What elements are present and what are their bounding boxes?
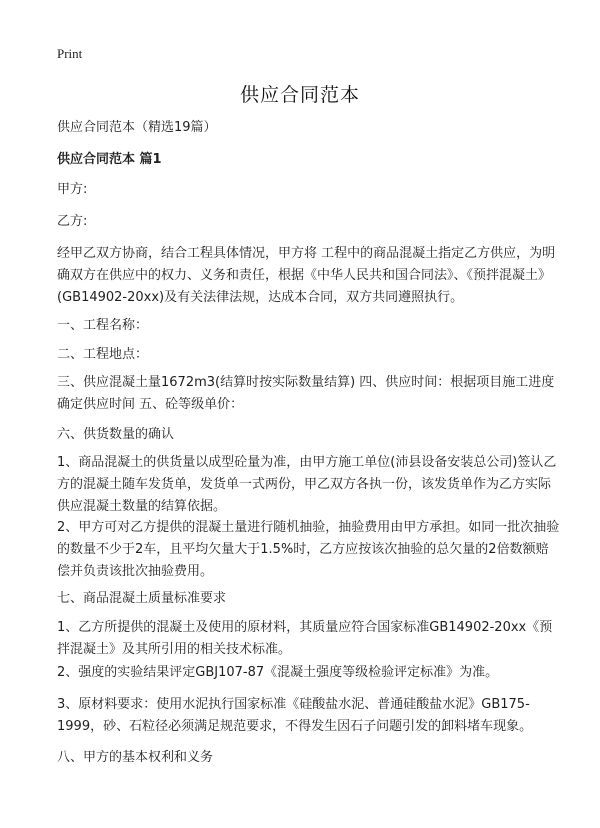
clause-8-heading: 八、甲方的基本权利和义务 [57,750,214,765]
document-title: 供应合同范本 [239,84,360,106]
clause-7-2: 2、强度的实验结果评定GBJ107-87《混凝土强度等级检验评定标准》为准。 [57,665,499,680]
party-b-label: 乙方: [57,214,88,229]
clause-6-2: 2、甲方可对乙方提供的混凝土量进行随机抽验，抽验费用由甲方承担。如同一批次抽验的数量不少于2车，且平均欠量大于1.5%时，乙方应按该次抽验的总欠量的2倍数额赔偿并负责该批次抽验费用。 [57,520,560,579]
clause-7-3: 3、原材料要求：使用水泥执行国家标准《硅酸盐水泥、普通硅酸盐水泥》GB175-1999，砂、石粒径必须满足规范要求，不得发生因石子问题引发的卸料堵车现象。 [57,697,533,734]
clause-1: 一、工程名称： [57,318,149,333]
print-link[interactable]: Print [57,46,83,61]
clause-2: 二、工程地点： [57,347,149,362]
clause-6-1: 1、商品混凝土的供货量以成型砼量为准，由甲方施工单位(沛县设备安装总公司)签认乙方的混凝土随车发货单，发货单一式两份，甲乙双方各执一份，该发货单作为乙方实际供应混凝土数量的结算依据。 [57,455,557,514]
intro-paragraph: 经甲乙双方协商，结合工程具体情况，甲方将 工程中的商品混凝土指定乙方供应，为明确双方在供应中的权力、义务和责任，根据《中华人民共和国合同法》、《预拌混凝土》(GB14902-20xx)及有关法律法规，达成本合同，双方共同遵照执行。 [57,246,556,305]
clause-6-heading: 六、供货数量的确认 [57,427,175,442]
party-a-label: 甲方: [57,182,88,197]
clause-3-4-5: 三、供应混凝土量1672m3(结算时按实际数量结算) 四、供应时间：根据项目施工进度确定供应时间 五、砼等级单价： [57,375,555,412]
section-heading: 供应合同范本 篇1 [57,152,162,167]
document-subtitle: 供应合同范本（精选19篇） [57,120,217,135]
clause-7-1: 1、乙方所提供的混凝土及使用的原材料，其质量应符合国家标准GB14902-20xx《预拌混凝土》及其所引用的相关技术标准。 [57,620,553,657]
clause-7-heading: 七、商品混凝土质量标准要求 [57,591,227,606]
